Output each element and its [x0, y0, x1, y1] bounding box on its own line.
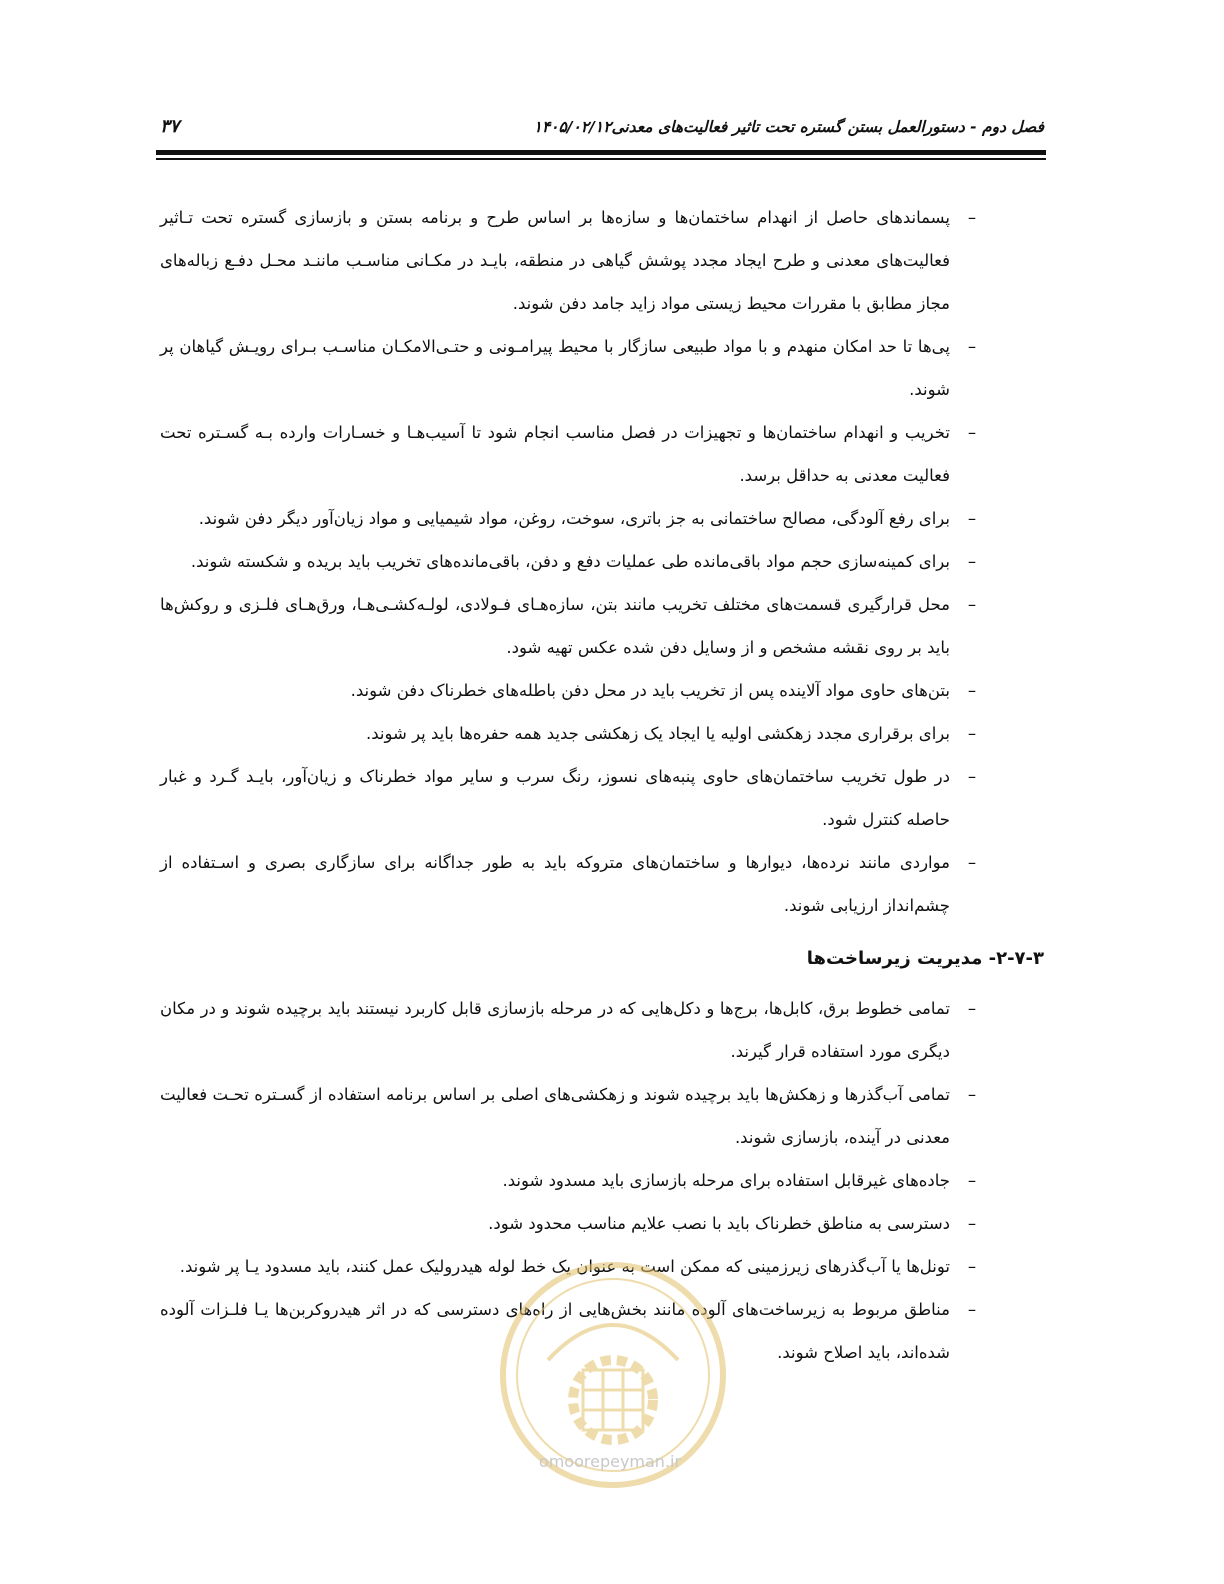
list-item-text: تمامی خطوط برق، کابل‌ها، برج‌ها و دکل‌هایی که در مرحله بازسازی قابل کاربرد نیستند باید برچیده شوند و در مکان دیگری مورد استفاده قرار گیرند. — [160, 999, 950, 1061]
list-item-text: برای کمینه‌سازی حجم مواد باقی‌مانده طی عملیات دفع و دفن، باقی‌مانده‌های تخریب باید بریده و شکسته شوند. — [190, 552, 950, 571]
list-item — [160, 411, 977, 497]
bullet-dash-icon: – — [967, 681, 977, 700]
list-item-text: مناطق مربوط به زیرساخت‌های آلوده مانند بخش‌هایی از راه‌های دسترسی که در اثر هیدروکربن‌ها یـا فلـزات آلوده شده‌اند، باید اصلاح شوند. — [160, 1300, 950, 1362]
list-item — [160, 712, 977, 755]
list-item-text: جاده‌های غیرقابل استفاده برای مرحله بازسازی باید مسدود شوند. — [502, 1171, 950, 1190]
bullet-dash-icon: – — [967, 1300, 977, 1319]
list-item — [160, 583, 977, 669]
list-item — [160, 841, 977, 927]
list-item-text: تونل‌ها یا آب‌گذرهای زیرزمینی که ممکن است به عنوان یک خط لوله هیدرولیک عمل کنند، باید مسدود یـا پر شوند. — [179, 1257, 950, 1276]
list-item — [160, 540, 977, 583]
bullet-dash-icon: – — [967, 337, 977, 356]
bullet-dash-icon: – — [967, 999, 977, 1018]
list-item — [160, 497, 977, 540]
header-rule-thick — [156, 150, 1046, 155]
bullet-dash-icon: – — [967, 208, 977, 227]
list-item-text: بتن‌های حاوی مواد آلاینده پس از تخریب باید در محل دفن باطله‌های خطرناک دفن شوند. — [350, 681, 950, 700]
bullet-dash-icon: – — [967, 1257, 977, 1276]
list-item-text: تمامی آب‌گذرها و زهکش‌ها باید برچیده شوند و زهکشی‌های اصلی بر اساس برنامه استفاده از گسـتره تحـت فعالیت معدنی در آینده، بازسازی شوند. — [160, 1085, 950, 1147]
list-item-text: دسترسی به مناطق خطرناک باید با نصب علایم مناسب محدود شود. — [488, 1214, 950, 1233]
list-item-text: محل قرارگیری قسمت‌های مختلف تخریب مانند بتن، سازه‌هـای فـولادی، لولـه‌کشـی‌هـا، ورق‌هـای فلـزی و روکش‌ها باید بر روی نقشه مشخص و از وسایل دفن شده عکس تهیه شود. — [160, 595, 950, 657]
demolition-list — [160, 196, 977, 927]
list-item-text: در طول تخریب ساختمان‌های حاوی پنبه‌های نسوز، رنگ سرب و سایر مواد خطرناک و زیان‌آور، بایـد گـرد و غبار حاصله کنترل شود. — [160, 767, 950, 829]
page-number: ۳۷ — [160, 116, 180, 137]
list-item — [160, 196, 977, 325]
list-item-text: برای برقراری مجدد زهکشی اولیه یا ایجاد یک زهکشی جدید همه حفره‌ها باید پر شوند. — [365, 724, 950, 743]
bullet-dash-icon: – — [967, 1214, 977, 1233]
header-title: فصل دوم - دستورالعمل بستن گستره تحت تاثیر فعالیت‌های معدنی۱۴۰۵/۰۲/۱۲ — [533, 118, 1044, 136]
watermark-url: omoorepeyman.ir — [538, 1452, 682, 1471]
list-item — [160, 1073, 977, 1159]
bullet-dash-icon: – — [967, 552, 977, 571]
list-item — [160, 755, 977, 841]
bullet-dash-icon: – — [967, 423, 977, 442]
page-content — [160, 196, 1044, 1374]
bullet-dash-icon: – — [967, 1085, 977, 1104]
bullet-dash-icon: – — [967, 1171, 977, 1190]
list-item — [160, 1159, 977, 1202]
list-item-text: پی‌ها تا حد امکان منهدم و با مواد طبیعی سازگار با محیط پیرامـونی و حتـی‌الامکـان مناسـب بـرای رویـش گیاهان پر شوند. — [160, 337, 950, 399]
page-header — [160, 118, 1044, 146]
list-item-text: پسماندهای حاصل از انهدام ساختمان‌ها و سازه‌ها بر اساس طرح و برنامه بستن و بازسازی گستره تحت تـاثیر فعالیت‌های معدنی و طرح ایجاد مجدد پوشش گیاهی در منطقه، بایـد در مکـانی مناسـب ماننـد محـل دفـع زباله‌های مجاز مطابق با مقررات محیط زیستی مواد زاید جامد دفن شوند. — [160, 208, 950, 313]
bullet-dash-icon: – — [967, 767, 977, 786]
list-item — [160, 669, 977, 712]
header-rule-thin — [156, 158, 1046, 160]
bullet-dash-icon: – — [967, 724, 977, 743]
list-item-text: مواردی مانند نرده‌ها، دیوارها و ساختمان‌های متروکه باید به طور جداگانه برای سازگاری بصری و اسـتفاده از چشم‌انداز ارزیابی شوند. — [160, 853, 950, 915]
bullet-dash-icon: – — [967, 595, 977, 614]
list-item-text: برای رفع آلودگی، مصالح ساختمانی به جز باتری، سوخت، روغن، مواد شیمیایی و مواد زیان‌آور دیگر دفن شوند. — [198, 509, 950, 528]
list-item — [160, 987, 977, 1073]
list-item — [160, 1202, 977, 1245]
list-item — [160, 325, 977, 411]
bullet-dash-icon: – — [967, 509, 977, 528]
bullet-dash-icon: – — [967, 853, 977, 872]
section-heading: ۲-۷-۳- مدیریت زیرساخت‌ها — [806, 948, 1044, 969]
list-item-text: تخریب و انهدام ساختمان‌ها و تجهیزات در فصل مناسب انجام شود تا آسیب‌هـا و خسـارات وارده بـه گسـتره تحت فعالیت معدنی به حداقل برسد. — [160, 423, 950, 485]
